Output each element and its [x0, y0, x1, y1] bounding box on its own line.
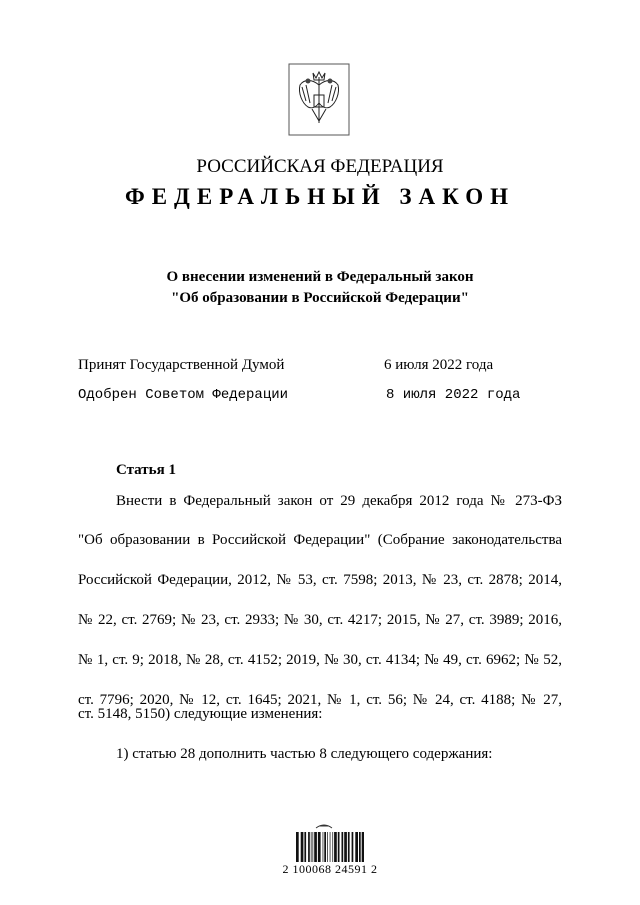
article-item-1: 1) статью 28 дополнить частью 8 следующего содержания: [116, 746, 493, 762]
duma-adoption-date: 6 июля 2022 года [384, 357, 494, 373]
council-approval-date: 8 июля 2022 года [386, 387, 521, 403]
russian-coat-of-arms-icon [288, 63, 350, 136]
document-type: ФЕДЕРАЛЬНЫЙ ЗАКОН [124, 184, 516, 209]
article-text-line: Российской Федерации, 2012, № 53, ст. 7598; 2013, № 23, ст. 2878; 2014, [78, 572, 562, 588]
barcode-icon [294, 822, 364, 866]
article-text-line: № 1, ст. 9; 2018, № 28, ст. 4152; 2019, № 30, ст. 4134; № 49, ст. 6962; № 52, [78, 652, 562, 668]
law-title-line-2: "Об образовании в Российской Федерации" [171, 290, 469, 306]
article-text-line: № 22, ст. 2769; № 23, ст. 2933; № 30, ст. 4217; 2015, № 27, ст. 3989; 2016, [78, 612, 562, 628]
council-approval-label: Одобрен Советом Федерации [78, 387, 289, 403]
law-title-line-1: О внесении изменений в Федеральный закон [166, 269, 474, 285]
article-text-line: ст. 7796; 2020, № 12, ст. 1645; 2021, № 1, ст. 56; № 24, ст. 4188; № 27, [78, 692, 562, 708]
article-heading: Статья 1 [116, 462, 176, 478]
article-text-line: Внести в Федеральный закон от 29 декабря 2012 года № 273-ФЗ [116, 493, 562, 509]
article-text-line: "Об образовании в Российской Федерации" (Собрание законодательства [78, 532, 562, 548]
barcode-number: 2 100068 24591 2 [282, 862, 378, 876]
article-text-line-last: ст. 5148, 5150) следующие изменения: [78, 706, 323, 722]
duma-adoption-label: Принят Государственной Думой [78, 357, 285, 373]
country-name: РОССИЙСКАЯ ФЕДЕРАЦИЯ [196, 156, 444, 177]
